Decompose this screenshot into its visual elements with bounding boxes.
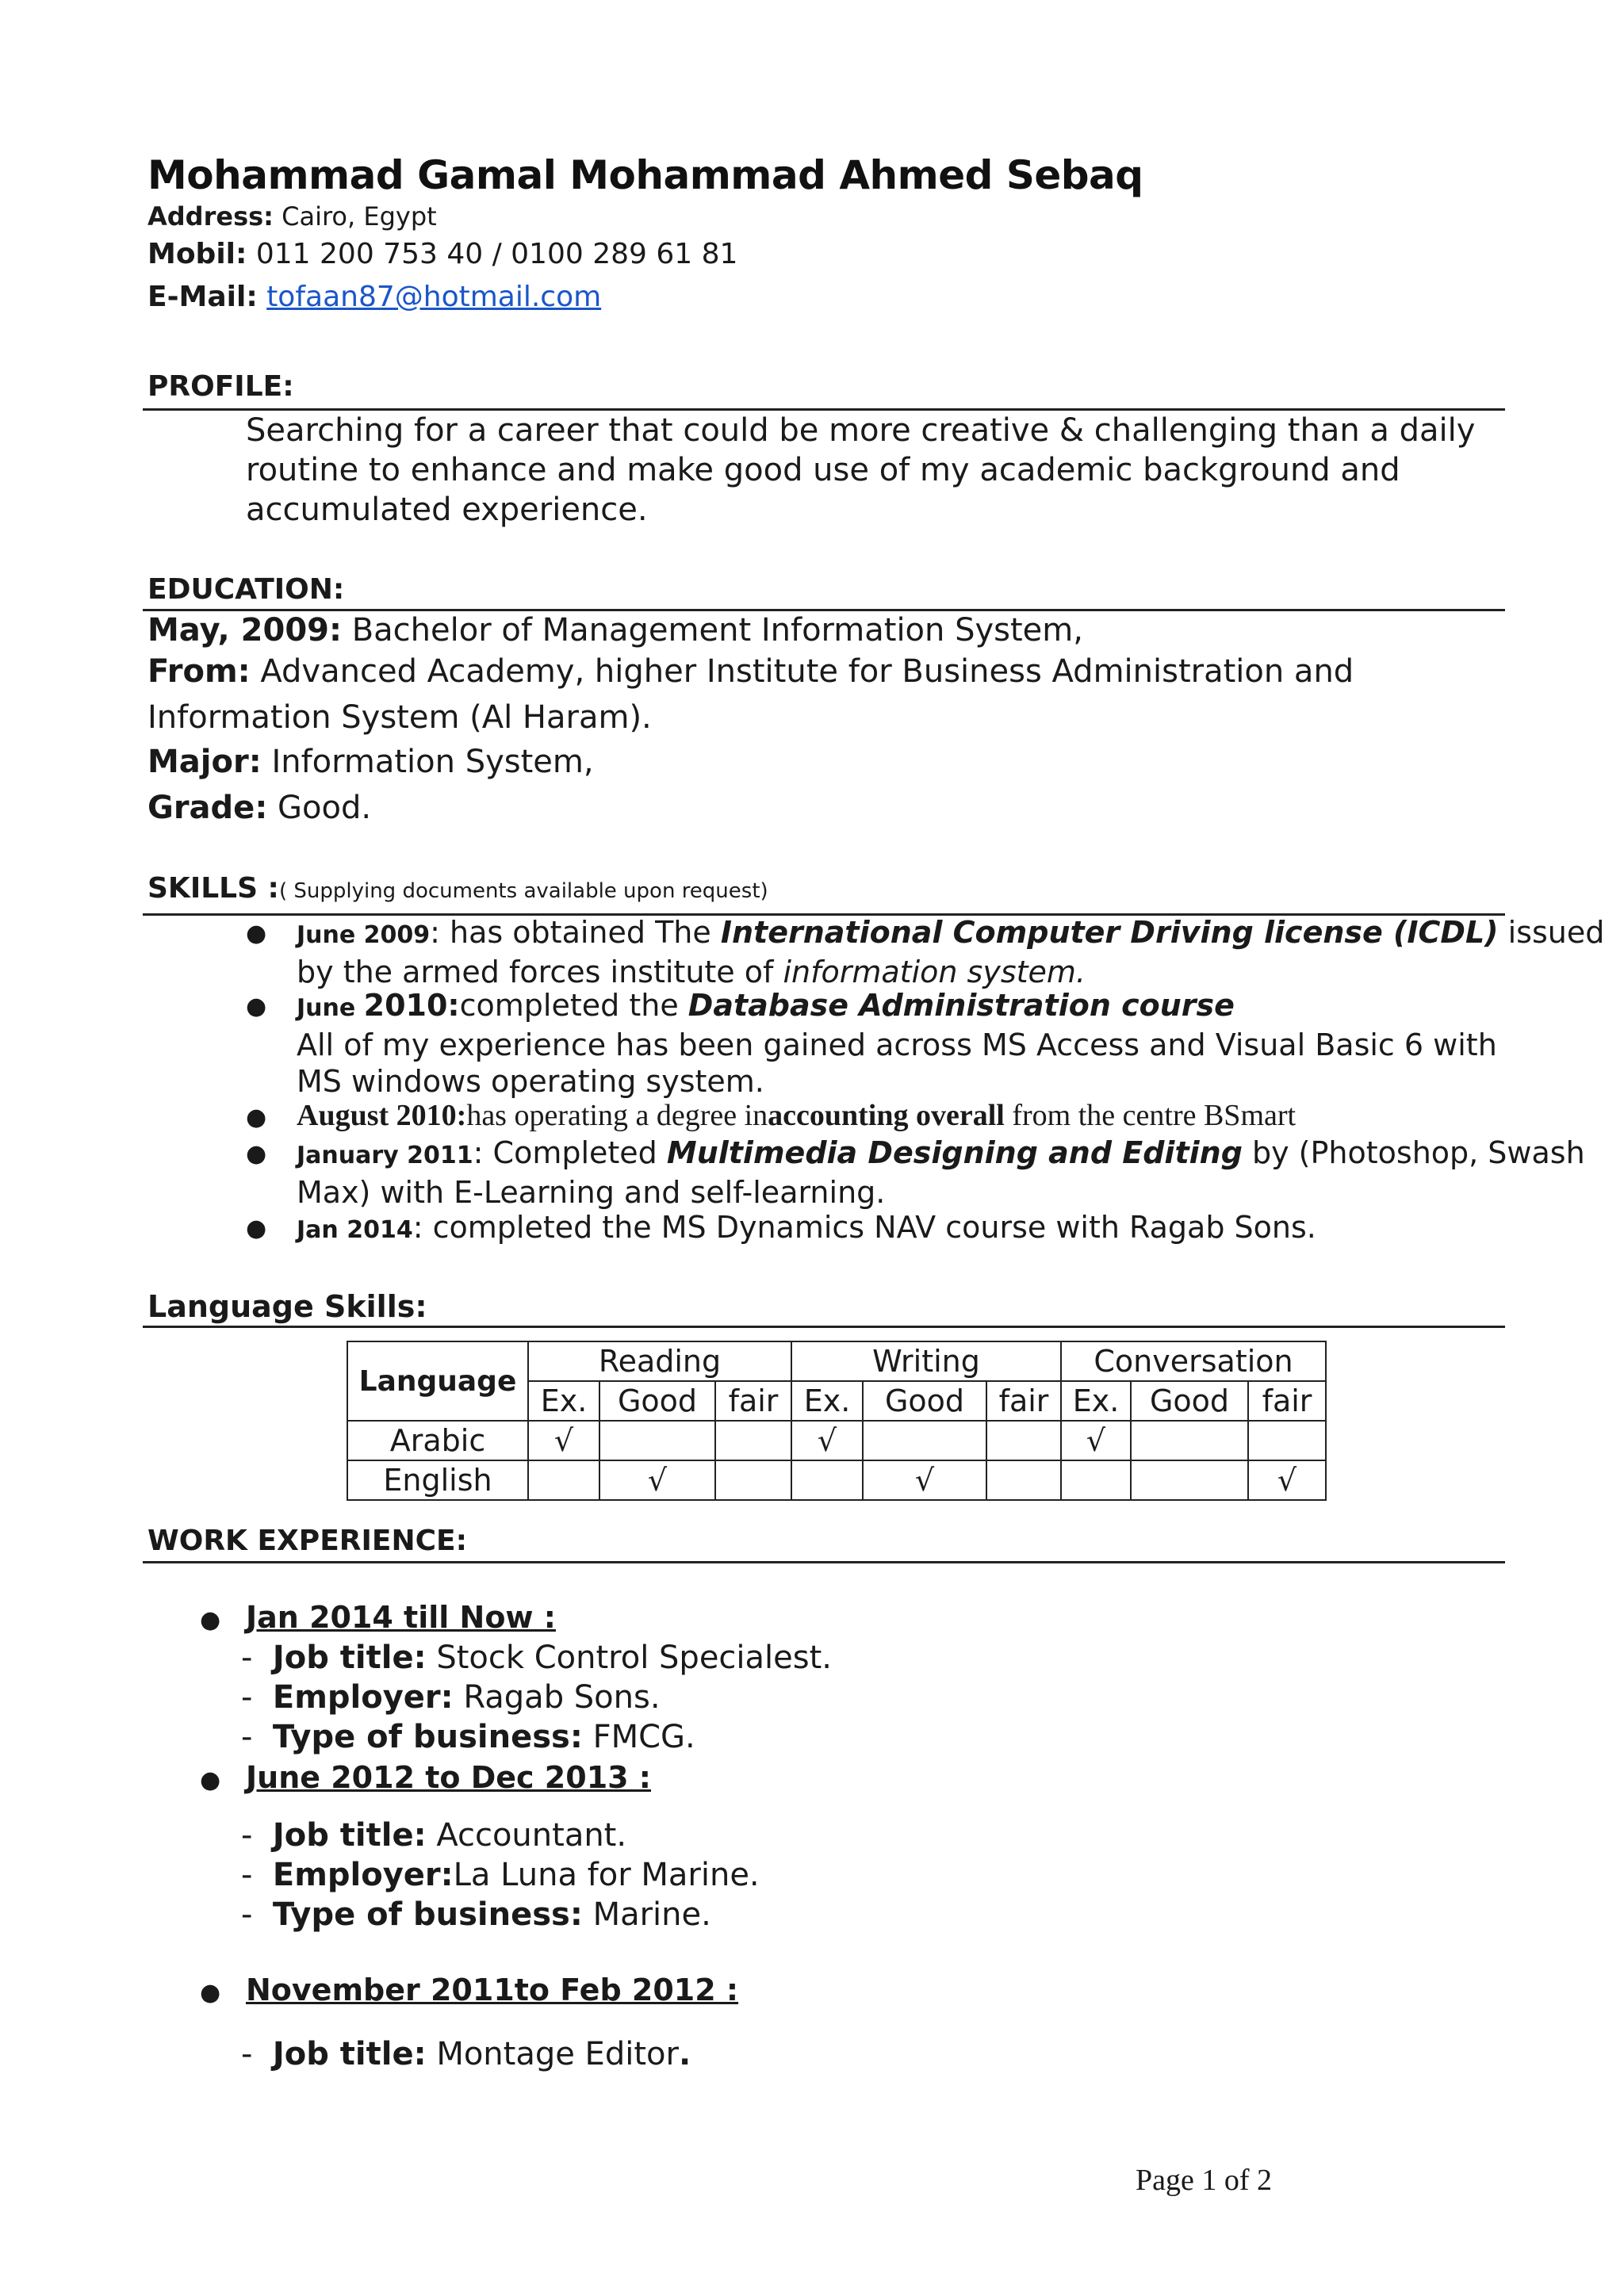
job-title-label: Job title:	[272, 1817, 427, 1854]
level-mark: √	[599, 1460, 715, 1500]
job-employer-line: - Employer:La Luna for Marine.	[241, 1857, 760, 1893]
skill-text: : Completed	[473, 1135, 667, 1170]
language-table	[347, 1341, 1327, 1501]
level-header: Good	[599, 1381, 715, 1421]
level-mark	[528, 1460, 599, 1500]
bullet-icon: ●	[246, 920, 267, 947]
skill-item-database	[297, 987, 1497, 1100]
level-header: fair	[986, 1381, 1061, 1421]
job-title-label: Job title:	[272, 2036, 427, 2072]
bullet-icon: ●	[200, 1979, 221, 2007]
level-header: Ex.	[528, 1381, 599, 1421]
page-number: Page 1 of 2	[1136, 2164, 1273, 2197]
skill-text: completed the	[459, 988, 688, 1023]
skill-item-icdl	[297, 914, 1604, 990]
job-title: Montage Editor	[436, 2036, 679, 2072]
job-employer: La Luna for Marine.	[453, 1857, 760, 1893]
bullet-icon: ●	[200, 1606, 221, 1634]
skill-item-multimedia	[297, 1135, 1585, 1211]
education-divider	[143, 609, 1505, 611]
skill-item-dynamics	[297, 1209, 1316, 1249]
profile-line: Searching for a career that could be more creative & challenging than a daily	[246, 412, 1476, 449]
level-header: fair	[715, 1381, 791, 1421]
job-period: November 2011to Feb 2012 :	[246, 1973, 739, 2007]
education-from-line	[147, 653, 1354, 690]
job-business: Marine.	[592, 1896, 711, 1933]
education-grade-label: Grade:	[147, 790, 268, 826]
level-mark	[715, 1421, 791, 1460]
job-title-line: - Job title: Montage Editor.	[241, 2036, 691, 2072]
profile-heading: PROFILE:	[147, 370, 294, 403]
job-period: Jan 2014 till Now :	[246, 1600, 556, 1635]
email-link[interactable]: tofaan87@hotmail.com	[266, 281, 602, 313]
education-date: May, 2009:	[147, 612, 342, 649]
language-divider	[143, 1326, 1505, 1328]
level-mark	[1131, 1460, 1248, 1500]
skill-text: information system.	[783, 955, 1086, 989]
profile-line: routine to enhance and make good use of my academic background and	[246, 452, 1400, 488]
skills-heading: SKILLS :	[147, 872, 279, 905]
language-name: English	[347, 1460, 528, 1500]
level-header: Ex.	[1061, 1381, 1131, 1421]
job-title-label: Job title:	[272, 1640, 427, 1676]
work-divider	[143, 1561, 1505, 1563]
skill-text: : completed the MS Dynamics NAV course with Ragab Sons.	[412, 1210, 1316, 1245]
language-heading: Language Skills:	[147, 1289, 427, 1324]
skills-note: ( Supplying documents available upon request)	[278, 879, 768, 903]
address-line	[147, 201, 437, 232]
mobile-line	[147, 238, 737, 270]
job-employer-line: - Employer: Ragab Sons.	[241, 1679, 661, 1716]
level-mark	[863, 1421, 986, 1460]
skill-date: January 2011	[297, 1142, 473, 1169]
level-mark	[1131, 1421, 1248, 1460]
job-business-line: - Type of business: FMCG.	[241, 1719, 695, 1755]
education-major-value: Information System,	[271, 744, 594, 780]
level-mark	[599, 1421, 715, 1460]
work-heading: WORK EXPERIENCE:	[147, 1525, 468, 1557]
job-employer-label: Employer:	[272, 1679, 454, 1716]
level-header: Good	[1131, 1381, 1248, 1421]
education-heading: EDUCATION:	[147, 573, 345, 606]
group-header-reading: Reading	[528, 1341, 791, 1381]
job-business: FMCG.	[592, 1719, 695, 1755]
level-mark	[1061, 1460, 1131, 1500]
bullet-icon: ●	[246, 1140, 267, 1168]
bullet-icon: ●	[246, 1215, 267, 1242]
level-mark	[715, 1460, 791, 1500]
job-employer-label: Employer:	[272, 1857, 454, 1893]
skill-highlight: International Computer Driving license (ICDL)	[720, 915, 1499, 950]
education-from-value: Advanced Academy, higher Institute for Business Administration and	[260, 653, 1354, 690]
level-header: fair	[1248, 1381, 1326, 1421]
level-mark: √	[1248, 1460, 1326, 1500]
education-grade-line	[147, 790, 371, 826]
education-major-line	[147, 744, 594, 780]
level-mark	[791, 1460, 863, 1500]
table-row	[347, 1460, 1326, 1500]
education-grade-value: Good.	[278, 790, 372, 826]
email-label: E-Mail:	[147, 281, 258, 313]
job-title-line: - Job title: Stock Control Specialest.	[241, 1640, 833, 1676]
skill-date: June 2009	[297, 921, 431, 949]
level-mark: √	[1061, 1421, 1131, 1460]
level-header: Ex.	[791, 1381, 863, 1421]
skills-heading-line	[147, 872, 768, 905]
skill-highlight: accounting overall	[768, 1099, 1005, 1132]
job-title-line: - Job title: Accountant.	[241, 1817, 627, 1854]
candidate-name: Mohammad Gamal Mohammad Ahmed Sebaq	[147, 152, 1143, 198]
skill-text: All of my experience has been gained across MS Access and Visual Basic 6 with	[297, 1027, 1497, 1062]
education-from-line-2: Information System (Al Haram).	[147, 699, 652, 736]
skill-item-accounting	[297, 1097, 1296, 1134]
level-mark	[986, 1460, 1061, 1500]
skill-text: has operating a degree in	[466, 1099, 768, 1132]
address-value: Cairo, Egypt	[282, 201, 437, 232]
skill-highlight: Database Administration course	[688, 988, 1235, 1023]
job-title: Stock Control Specialest.	[436, 1640, 833, 1676]
level-mark: √	[863, 1460, 986, 1500]
mobile-value: 011 200 753 40 / 0100 289 61 81	[255, 238, 738, 270]
level-mark	[1248, 1421, 1326, 1460]
email-line	[147, 281, 601, 313]
job-title-end: .	[678, 2036, 691, 2072]
skill-date: Jan 2014	[297, 1216, 413, 1244]
job-period: June 2012 to Dec 2013 :	[246, 1760, 651, 1795]
skill-date: August 2010:	[297, 1099, 467, 1132]
skill-text: MS windows operating system.	[297, 1064, 764, 1099]
skill-text: Max) with E-Learning and self-learning.	[297, 1175, 886, 1210]
skill-text: by (Photoshop, Swash	[1242, 1135, 1585, 1170]
skill-text: by the armed forces institute of	[297, 955, 783, 989]
skill-text: from the centre BSmart	[1004, 1099, 1297, 1132]
bullet-icon: ●	[246, 993, 267, 1020]
education-degree: Bachelor of Management Information System,	[351, 612, 1083, 649]
job-business-label: Type of business:	[272, 1719, 583, 1755]
level-mark	[986, 1421, 1061, 1460]
table-row	[347, 1421, 1326, 1460]
address-label: Address:	[147, 201, 274, 232]
job-title: Accountant.	[436, 1817, 627, 1854]
language-col-header: Language	[347, 1341, 528, 1421]
bullet-icon: ●	[200, 1766, 221, 1794]
mobile-label: Mobil:	[147, 238, 247, 270]
job-business-line: - Type of business: Marine.	[241, 1896, 711, 1933]
skill-text: issued	[1498, 915, 1605, 950]
education-from-label: From:	[147, 653, 251, 690]
skill-text: : has obtained The	[430, 915, 721, 950]
group-header-conversation: Conversation	[1061, 1341, 1326, 1381]
level-mark: √	[791, 1421, 863, 1460]
profile-text	[246, 411, 1475, 530]
bullet-icon: ●	[246, 1104, 267, 1131]
skill-date: June	[297, 994, 364, 1022]
profile-line: accumulated experience.	[246, 492, 648, 528]
group-header-writing: Writing	[791, 1341, 1061, 1381]
level-mark: √	[528, 1421, 599, 1460]
education-degree-line	[147, 612, 1083, 649]
job-business-label: Type of business:	[272, 1896, 583, 1933]
language-name: Arabic	[347, 1421, 528, 1460]
skill-highlight: Multimedia Designing and Editing	[666, 1135, 1243, 1170]
job-employer: Ragab Sons.	[463, 1679, 661, 1716]
skill-date: 2010:	[363, 988, 460, 1023]
education-major-label: Major:	[147, 744, 262, 780]
level-header: Good	[863, 1381, 986, 1421]
